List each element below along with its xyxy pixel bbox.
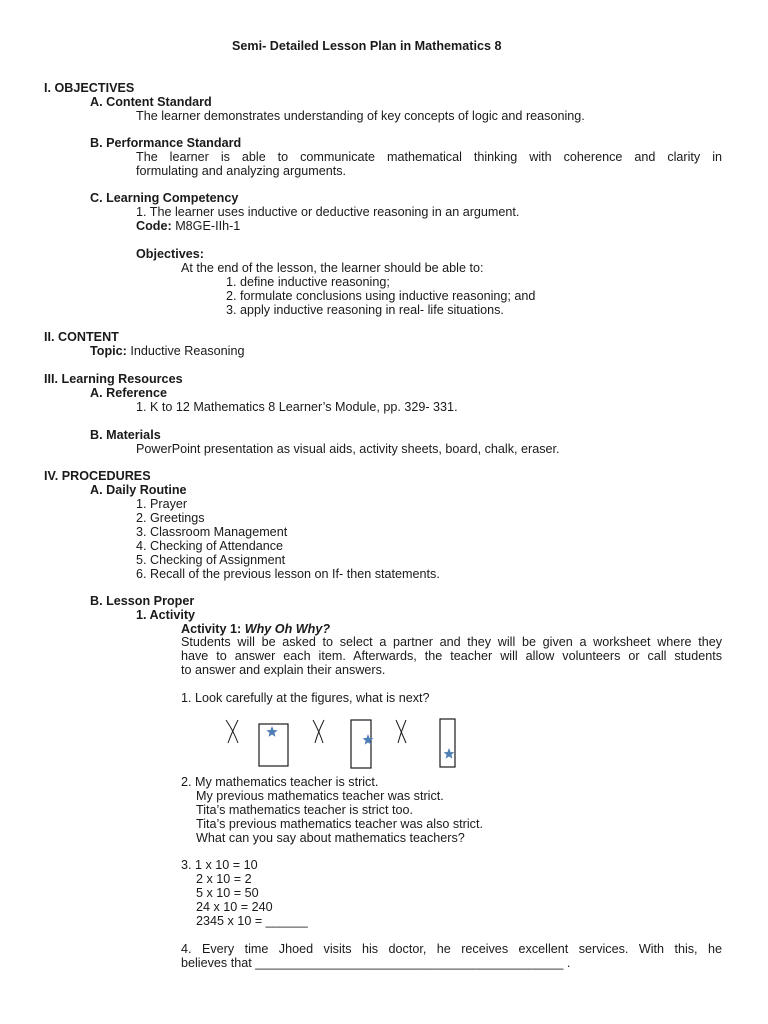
- procedures-heading: IV. PROCEDURES: [44, 469, 151, 483]
- rectangle-with-star-middle-icon: [351, 720, 373, 768]
- objectives-heading: I. OBJECTIVES: [44, 81, 135, 95]
- reference-heading: A. Reference: [90, 386, 167, 400]
- learning-competency-heading: C. Learning Competency: [90, 191, 239, 205]
- question-4-line: 4. Every time Jhoed visits his doctor, he receives excellent services. With this, he: [181, 942, 722, 956]
- question-3-line: 2345 x 10 = ______: [196, 914, 308, 928]
- content-standard-text: The learner demonstrates understanding of key concepts of logic and reasoning.: [136, 109, 585, 123]
- question-3-line: 24 x 10 = 240: [196, 900, 273, 914]
- x-shape-icon: [396, 720, 406, 743]
- routine-item: 2. Greetings: [136, 511, 205, 525]
- activity-label: Activity 1:: [181, 622, 242, 636]
- code-value: M8GE-IIh-1: [175, 219, 241, 233]
- objectives-label: Objectives:: [136, 247, 204, 261]
- competency-code: [136, 219, 240, 233]
- learning-competency-item: 1. The learner uses inductive or deductive reasoning in an argument.: [136, 205, 520, 219]
- question-2-line: 2. My mathematics teacher is strict.: [181, 775, 379, 789]
- objective-item: 1. define inductive reasoning;: [226, 275, 390, 289]
- question-2-line: My previous mathematics teacher was strict.: [196, 789, 444, 803]
- content-standard-heading: A. Content Standard: [90, 95, 212, 109]
- rectangle-with-star-top-icon: [259, 724, 288, 766]
- content-topic: [90, 344, 244, 358]
- question-2-line: Tita’s previous mathematics teacher was also strict.: [196, 817, 483, 831]
- resources-heading: III. Learning Resources: [44, 372, 183, 386]
- activity-description-line: to answer and explain their answers.: [181, 663, 386, 677]
- performance-standard-line2: formulating and analyzing arguments.: [136, 164, 347, 178]
- routine-item: 5. Checking of Assignment: [136, 553, 286, 567]
- topic-value: Inductive Reasoning: [130, 344, 245, 358]
- question-1: 1. Look carefully at the figures, what is next?: [181, 691, 430, 705]
- question-2-line: What can you say about mathematics teachers?: [196, 831, 465, 845]
- objectives-intro: At the end of the lesson, the learner should be able to:: [181, 261, 484, 275]
- x-shape-icon: [226, 720, 238, 743]
- question-3-line: 2 x 10 = 2: [196, 872, 252, 886]
- activity-description-line: have to answer each item. Afterwards, the teacher will allow volunteers or call students: [181, 649, 722, 663]
- activity-name: Why Oh Why?: [244, 622, 331, 636]
- lesson-proper-heading: B. Lesson Proper: [90, 594, 195, 608]
- routine-item: 4. Checking of Attendance: [136, 539, 284, 553]
- routine-item: 3. Classroom Management: [136, 525, 288, 539]
- document-title: Semi- Detailed Lesson Plan in Mathematics 8: [232, 39, 502, 53]
- code-label: Code:: [136, 219, 172, 233]
- question-2-line: Tita’s mathematics teacher is strict too.: [196, 803, 413, 817]
- question-3-line: 3. 1 x 10 = 10: [181, 858, 258, 872]
- materials-text: PowerPoint presentation as visual aids, activity sheets, board, chalk, eraser.: [136, 442, 560, 456]
- objective-item: 3. apply inductive reasoning in real- life situations.: [226, 303, 504, 317]
- activity-description-line: Students will be asked to select a partner and they will be given a worksheet where they: [181, 635, 722, 649]
- daily-routine-heading: A. Daily Routine: [90, 483, 187, 497]
- performance-standard-heading: B. Performance Standard: [90, 136, 242, 150]
- question-3-line: 5 x 10 = 50: [196, 886, 259, 900]
- content-heading: II. CONTENT: [44, 330, 119, 344]
- rectangle-with-star-bottom-icon: [440, 719, 455, 767]
- materials-heading: B. Materials: [90, 428, 161, 442]
- figure-sequence: [220, 716, 470, 772]
- objective-item: 2. formulate conclusions using inductive reasoning; and: [226, 289, 536, 303]
- topic-label: Topic:: [90, 344, 127, 358]
- reference-item: 1. K to 12 Mathematics 8 Learner’s Module, pp. 329- 331.: [136, 400, 458, 414]
- x-shape-icon: [313, 720, 324, 743]
- performance-standard-line1: The learner is able to communicate mathematical thinking with coherence and clarity in: [136, 150, 722, 164]
- question-4-line: believes that ____________________________________________ .: [181, 956, 571, 970]
- routine-item: 1. Prayer: [136, 497, 188, 511]
- activity-title: [181, 622, 330, 636]
- activity-heading: 1. Activity: [136, 608, 196, 622]
- routine-item: 6. Recall of the previous lesson on If- then statements.: [136, 567, 440, 581]
